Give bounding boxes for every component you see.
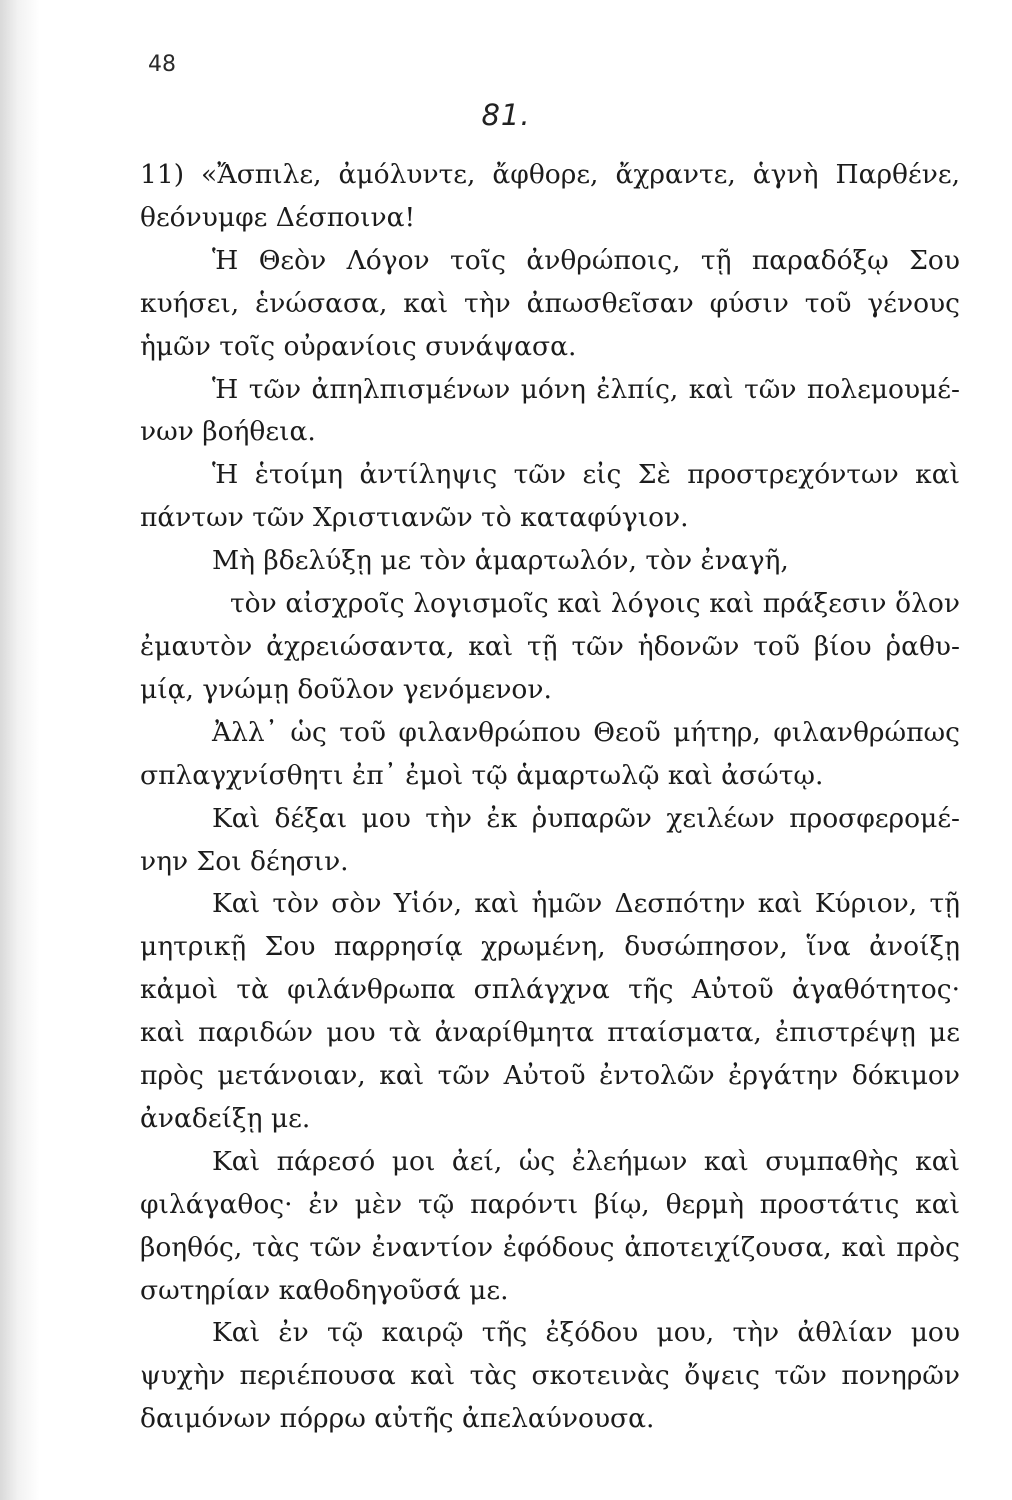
text-line: Καὶ ἐν τῷ καιρῷ τῆς ἐξόδου μου, τὴν ἀθλίαν μου	[212, 1317, 960, 1349]
text-line: Μὴ βδελύξῃ με τὸν ἁμαρτωλόν, τὸν ἐναγῆ,	[212, 545, 789, 577]
text-line: θεόνυμφε Δέσποινα!	[140, 201, 416, 233]
text-line: Καὶ πάρεσό μοι ἀεί, ὡς ἐλεήμων καὶ συμπαθὴς καὶ	[212, 1145, 960, 1177]
text-line: πάντων τῶν Χριστιανῶν τὸ καταφύγιον.	[140, 502, 689, 534]
text-line: σωτηρίαν καθοδηγοῦσά με.	[140, 1274, 509, 1306]
text-line: κἀμοὶ τὰ φιλάνθρωπα σπλάγχνα τῆς Αὐτοῦ ἀγαθότητος·	[140, 974, 960, 1006]
text-line: μητρικῇ Σου παρρησίᾳ χρωμένη, δυσώπησον, ἵνα ἀνοίξῃ	[140, 931, 960, 963]
text-line: νην Σοι δέησιν.	[140, 845, 349, 877]
text-line: μίᾳ, γνώμῃ δοῦλον γενόμενον.	[140, 673, 552, 705]
text-line: Ἡ ἑτοίμη ἀντίληψις τῶν εἰς Σὲ προστρεχόντων καὶ	[212, 459, 960, 491]
text-line: Καὶ τὸν σὸν Υἱόν, καὶ ἡμῶν Δεσπότην καὶ Κύριον, τῇ	[212, 888, 960, 920]
text-line: πρὸς μετάνοιαν, καὶ τῶν Αὐτοῦ ἐντολῶν ἐργάτην δόκιμον	[140, 1060, 960, 1092]
text-line: ψυχὴν περιέπουσα καὶ τὰς σκοτεινὰς ὄψεις τῶν πονηρῶν	[140, 1360, 960, 1392]
text-line: καὶ παριδών μου τὰ ἀναρίθμητα πταίσματα, ἐπιστρέψῃ με	[140, 1017, 960, 1049]
page-number: 48	[148, 52, 176, 77]
text-line: Ἀλλ᾽ ὡς τοῦ φιλανθρώπου Θεοῦ μήτηρ, φιλανθρώπως	[212, 716, 960, 748]
prayer-text	[140, 154, 960, 1441]
text-line: Καὶ δέξαι μου τὴν ἐκ ῥυπαρῶν χειλέων προσφερομέ-	[212, 802, 960, 834]
text-line: ἐμαυτὸν ἀχρειώσαντα, καὶ τῇ τῶν ἡδονῶν τοῦ βίου ῥαθυ-	[140, 630, 960, 662]
text-line: Ἡ τῶν ἀπηλπισμένων μόνη ἐλπίς, καὶ τῶν πολεμουμέ-	[212, 373, 960, 405]
text-line: φιλάγαθος· ἐν μὲν τῷ παρόντι βίῳ, θερμὴ προστάτις καὶ	[140, 1188, 960, 1220]
text-line: κυήσει, ἑνώσασα, καὶ τὴν ἀπωσθεῖσαν φύσιν τοῦ γένους	[140, 287, 960, 319]
text-line: σπλαγχνίσθητι ἐπ᾽ ἐμοὶ τῷ ἁμαρτωλῷ καὶ ἀσώτῳ.	[140, 759, 824, 791]
text-line: 11) «Ἄσπιλε, ἀμόλυντε, ἄφθορε, ἄχραντε, ἁγνὴ Παρθένε,	[140, 159, 960, 190]
prayer-number: 81.	[481, 98, 531, 132]
text-line: βοηθός, τὰς τῶν ἐναντίον ἐφόδους ἀποτειχίζουσα, καὶ πρὸς	[140, 1231, 960, 1263]
text-line: Ἡ Θεὸν Λόγον τοῖς ἀνθρώποις, τῇ παραδόξῳ Σου	[212, 244, 960, 276]
text-line: δαιμόνων πόρρω αὐτῆς ἀπελαύνουσα.	[140, 1403, 655, 1435]
text-line: νων βοήθεια.	[140, 416, 316, 448]
text-line: ἀναδείξῃ με.	[140, 1102, 311, 1134]
text-line: τὸν αἰσχροῖς λογισμοῖς καὶ λόγοις καὶ πράξεσιν ὅλον	[230, 588, 960, 620]
text-line: ἡμῶν τοῖς οὐρανίοις συνάψασα.	[140, 330, 577, 362]
